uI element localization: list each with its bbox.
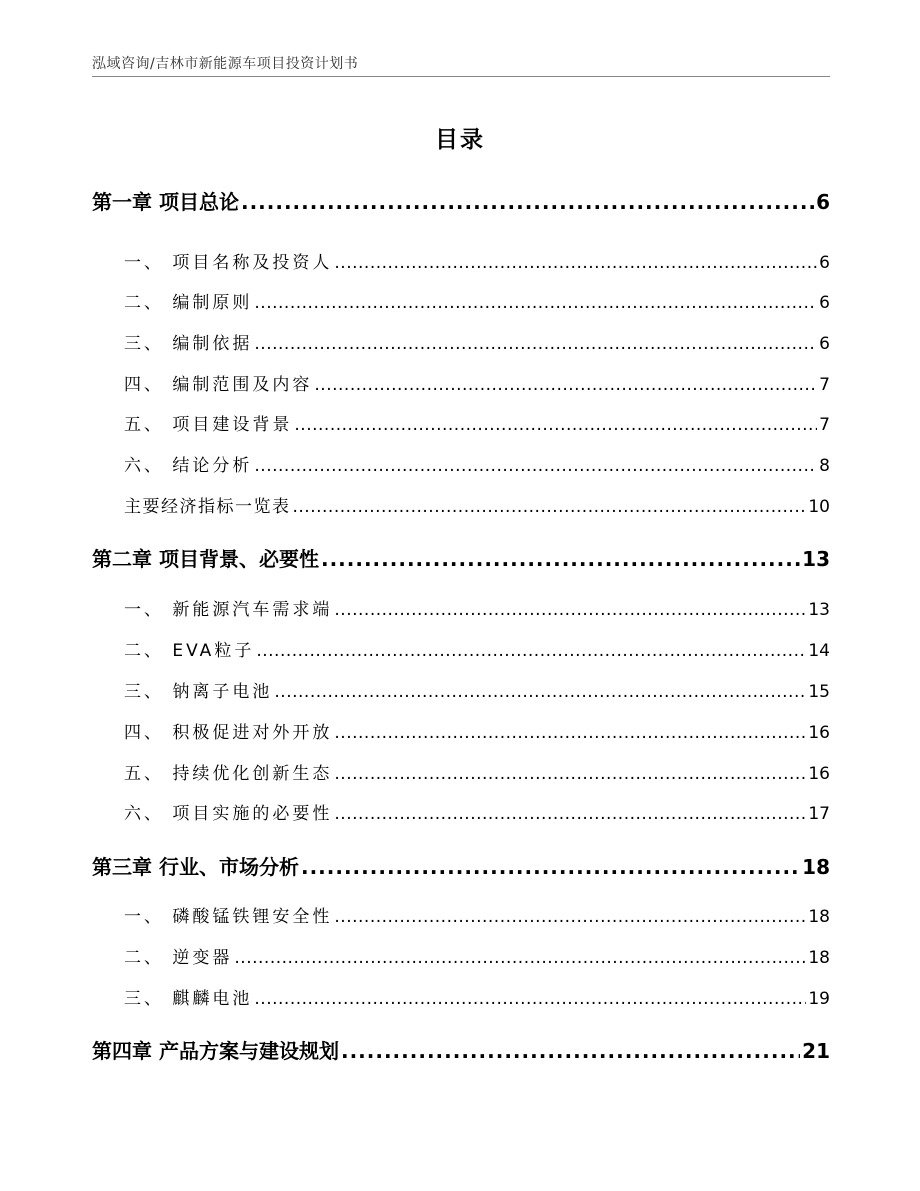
toc-page-number: 7 bbox=[819, 415, 830, 435]
toc-entry[interactable] bbox=[92, 902, 830, 927]
dot-leader bbox=[294, 415, 817, 435]
dot-leader bbox=[254, 989, 806, 1009]
toc-page-number: 6 bbox=[819, 293, 830, 313]
toc-entry-label: 一、 项目名称及投资人 bbox=[124, 253, 333, 273]
toc-entry[interactable] bbox=[92, 410, 830, 435]
toc-page-number: 19 bbox=[808, 989, 830, 1009]
toc-entry-label: 一、 新能源汽车需求端 bbox=[124, 600, 333, 620]
toc-entry-label: 三、 编制依据 bbox=[124, 334, 253, 354]
dot-leader bbox=[254, 293, 817, 313]
toc-entry[interactable] bbox=[92, 718, 830, 743]
toc-entry[interactable] bbox=[92, 248, 830, 273]
toc-entry-label: 主要经济指标一览表 bbox=[124, 497, 291, 517]
toc-entry-label: 六、 项目实施的必要性 bbox=[124, 804, 333, 824]
dot-leader bbox=[334, 804, 806, 824]
toc-entry-label: 四、 积极促进对外开放 bbox=[124, 723, 333, 743]
toc-page-number: 6 bbox=[816, 190, 830, 214]
toc-entry[interactable] bbox=[92, 636, 830, 661]
toc-page-number: 17 bbox=[808, 804, 830, 824]
toc-entry[interactable] bbox=[92, 370, 830, 395]
toc-page-number: 16 bbox=[808, 723, 830, 743]
dot-leader bbox=[234, 948, 806, 968]
dot-leader bbox=[334, 764, 806, 784]
dot-leader bbox=[256, 641, 806, 661]
toc-entry-label: 二、 EVA粒子 bbox=[124, 641, 255, 661]
dot-leader bbox=[334, 253, 817, 273]
toc-entry-label: 二、 编制原则 bbox=[124, 293, 253, 313]
dot-leader bbox=[254, 334, 817, 354]
toc-entry-label: 五、 持续优化创新生态 bbox=[124, 764, 333, 784]
toc-entry[interactable] bbox=[92, 451, 830, 476]
toc-page-number: 10 bbox=[808, 497, 830, 517]
toc-entry-label: 三、 麒麟电池 bbox=[124, 989, 253, 1009]
dot-leader bbox=[341, 1039, 800, 1063]
toc-chapter-4[interactable] bbox=[92, 1035, 830, 1064]
toc-page-number: 6 bbox=[819, 253, 830, 273]
toc-entry-label: 第三章 行业、市场分析 bbox=[92, 855, 299, 879]
toc-chapter-2[interactable] bbox=[92, 543, 830, 572]
toc-page-number: 13 bbox=[802, 547, 830, 571]
toc-entry-label: 一、 磷酸锰铁锂安全性 bbox=[124, 907, 333, 927]
toc-entry-label: 六、 结论分析 bbox=[124, 456, 253, 476]
toc-page-number: 8 bbox=[819, 456, 830, 476]
dot-leader bbox=[293, 497, 807, 517]
toc-page-number: 21 bbox=[802, 1039, 830, 1063]
dot-leader bbox=[334, 723, 806, 743]
toc-entry[interactable] bbox=[92, 943, 830, 968]
toc-entry[interactable] bbox=[92, 329, 830, 354]
toc-page-number: 6 bbox=[819, 334, 830, 354]
toc-entry[interactable] bbox=[92, 759, 830, 784]
toc-entry[interactable] bbox=[92, 984, 830, 1009]
dot-leader bbox=[254, 456, 817, 476]
toc-page-number: 18 bbox=[808, 907, 830, 927]
toc-entry-label: 二、 逆变器 bbox=[124, 948, 233, 968]
toc-page-number: 18 bbox=[808, 948, 830, 968]
toc-page-number: 16 bbox=[808, 764, 830, 784]
toc-entry[interactable] bbox=[92, 288, 830, 313]
dot-leader bbox=[241, 190, 814, 214]
dot-leader bbox=[274, 682, 806, 702]
dot-leader bbox=[301, 855, 800, 879]
toc-entry-label: 五、 项目建设背景 bbox=[124, 415, 293, 435]
toc-page-number: 15 bbox=[808, 682, 830, 702]
dot-leader bbox=[334, 600, 806, 620]
toc-page-number: 14 bbox=[808, 641, 830, 661]
toc-entry[interactable] bbox=[92, 677, 830, 702]
toc-entry[interactable] bbox=[92, 595, 830, 620]
toc-title: 目录 bbox=[435, 127, 485, 153]
dot-leader bbox=[334, 907, 806, 927]
header-divider bbox=[92, 76, 830, 77]
toc-entry-label: 四、 编制范围及内容 bbox=[124, 375, 313, 395]
toc-page-number: 13 bbox=[808, 600, 830, 620]
toc-chapter-3[interactable] bbox=[92, 851, 830, 880]
toc-entry-label: 三、 钠离子电池 bbox=[124, 682, 273, 702]
running-header: 泓域咨询/吉林市新能源车项目投资计划书 bbox=[92, 56, 359, 72]
toc-page-number: 7 bbox=[819, 375, 830, 395]
toc-entry[interactable] bbox=[92, 799, 830, 824]
toc-page-number: 18 bbox=[802, 855, 830, 879]
toc-entry-label: 第一章 项目总论 bbox=[92, 190, 239, 214]
dot-leader bbox=[314, 375, 817, 395]
toc-chapter-1[interactable] bbox=[92, 186, 830, 215]
toc-entry-label: 第四章 产品方案与建设规划 bbox=[92, 1039, 339, 1063]
toc-entry-label: 第二章 项目背景、必要性 bbox=[92, 547, 319, 571]
toc-entry[interactable] bbox=[92, 492, 830, 517]
dot-leader bbox=[321, 547, 800, 571]
